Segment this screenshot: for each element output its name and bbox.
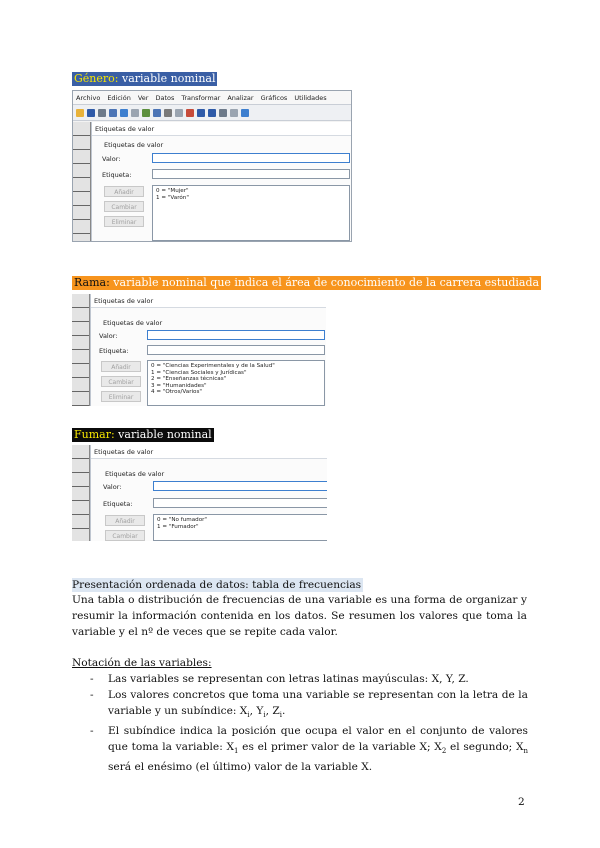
page-number: 2	[518, 796, 525, 808]
spss-screenshot-rama	[72, 294, 326, 406]
dialog-recall-icon[interactable]	[109, 109, 117, 117]
fumar-label	[72, 428, 214, 442]
etiqueta-label: Etiqueta:	[103, 500, 133, 508]
list-item[interactable]: 0 = "Mujer"	[156, 188, 189, 194]
dialog-title: Etiquetas de valor	[92, 122, 352, 136]
etiqueta-label: Etiqueta:	[99, 347, 129, 355]
anadir-button[interactable]: Añadir	[101, 361, 141, 372]
spss-toolbar	[73, 105, 351, 121]
valor-input[interactable]	[153, 481, 327, 491]
etiqueta-input[interactable]	[147, 345, 325, 355]
list-item[interactable]: 1 = "Fumador"	[157, 523, 199, 530]
genero-label	[72, 72, 217, 86]
cambiar-button[interactable]: Cambiar	[104, 201, 144, 212]
list-item[interactable]: 2 = "Enseñanzas técnicas"	[151, 376, 227, 382]
valor-label: Valor:	[99, 332, 118, 340]
insert-variable-icon[interactable]	[197, 109, 205, 117]
list-item[interactable]: 0 = "Ciencias Experimentales y de la Salud"	[151, 363, 275, 369]
spss-screenshot-fumar	[72, 445, 327, 541]
etiqueta-input[interactable]	[152, 169, 350, 179]
value-labels-dialog	[91, 122, 352, 242]
notation-heading: Notación de las variables:	[72, 657, 212, 669]
insert-cases-icon[interactable]	[186, 109, 194, 117]
valor-label: Valor:	[103, 483, 122, 491]
print-icon[interactable]	[98, 109, 106, 117]
cambiar-button[interactable]: Cambiar	[105, 530, 145, 541]
data-grid-rows	[73, 122, 91, 242]
menu-ver[interactable]: Ver	[137, 93, 149, 102]
select-cases-icon[interactable]	[230, 109, 238, 117]
valor-label: Valor:	[102, 155, 121, 163]
dialog-title: Etiquetas de valor	[91, 294, 326, 308]
redo-icon[interactable]	[131, 109, 139, 117]
data-grid-rows	[72, 445, 90, 541]
goto-variable-icon[interactable]	[153, 109, 161, 117]
fumar-keyword: Fumar:	[74, 428, 115, 441]
value-labels-list[interactable]	[152, 185, 350, 241]
group-title: Etiquetas de valor	[104, 141, 164, 149]
data-grid-rows	[72, 294, 90, 406]
list-item[interactable]: 3 = "Humanidades"	[151, 382, 207, 389]
eliminar-button[interactable]: Eliminar	[104, 216, 144, 227]
rama-label	[72, 276, 541, 290]
open-folder-icon[interactable]	[76, 109, 84, 117]
etiqueta-input[interactable]	[153, 498, 327, 508]
anadir-button[interactable]: Añadir	[104, 186, 144, 197]
group-title: Etiquetas de valor	[103, 319, 163, 327]
value-labels-list[interactable]	[153, 514, 327, 541]
spss-screenshot-genero	[72, 90, 352, 242]
list-item[interactable]: 1 = "Varón"	[156, 194, 189, 201]
frequency-heading-text: Presentación ordenada de datos: tabla de frecuencias	[72, 579, 362, 591]
value-labels-dialog	[90, 445, 327, 541]
menu-transformar[interactable]: Transformar	[181, 93, 221, 102]
save-icon[interactable]	[87, 109, 95, 117]
valor-input[interactable]	[152, 153, 350, 163]
list-item[interactable]: 0 = "No fumador"	[157, 517, 207, 523]
anadir-button[interactable]: Añadir	[105, 515, 145, 526]
cambiar-button[interactable]: Cambiar	[101, 376, 141, 387]
dialog-title: Etiquetas de valor	[91, 445, 327, 459]
find-icon[interactable]	[175, 109, 183, 117]
list-item: - Las variables se representan con letras latinas mayúsculas: X, Y, Z.	[90, 671, 528, 687]
menu-archivo[interactable]: Archivo	[76, 93, 101, 102]
value-labels-list[interactable]	[147, 360, 325, 406]
undo-icon[interactable]	[120, 109, 128, 117]
list-item: - El subíndice indica la posición que ocupa el valor en el conjunto de valores que toma la variable: $X_1$ es el primer valor de la variable X; $X_2$ el segundo; $X_n$ será el enésimo (el último) valor de la variable X.	[90, 723, 528, 775]
spss-menubar	[73, 91, 351, 105]
menu-utilidades[interactable]: Utilidades	[294, 93, 327, 102]
variables-icon[interactable]	[164, 109, 172, 117]
notation-list	[90, 671, 528, 775]
menu-graficos[interactable]: Gráficos	[260, 93, 288, 102]
eliminar-button[interactable]: Eliminar	[101, 391, 141, 402]
frequency-heading	[72, 578, 363, 592]
rama-description: variable nominal que indica el área de conocimiento de la carrera estudiada	[113, 276, 540, 289]
split-file-icon[interactable]	[208, 109, 216, 117]
value-labels-icon[interactable]	[241, 109, 249, 117]
list-item[interactable]: 4 = "Otros/Varios"	[151, 389, 202, 395]
list-item: - Los valores concretos que toma una variable se representan con la letra de la variable y un subíndice: $X_i$, $Y_i$, $Z_i$.	[90, 687, 528, 723]
menu-datos[interactable]: Datos	[155, 93, 175, 102]
group-title: Etiquetas de valor	[105, 470, 165, 478]
menu-edicion[interactable]: Edición	[107, 93, 131, 102]
etiqueta-label: Etiqueta:	[102, 171, 132, 179]
weight-cases-icon[interactable]	[219, 109, 227, 117]
menu-analizar[interactable]: Analizar	[227, 93, 254, 102]
value-labels-dialog	[90, 294, 326, 406]
rama-keyword: Rama:	[74, 276, 110, 289]
fumar-description: variable nominal	[118, 428, 212, 441]
valor-input[interactable]	[147, 330, 325, 340]
genero-description: variable nominal	[121, 72, 216, 85]
goto-case-icon[interactable]	[142, 109, 150, 117]
genero-keyword: Género:	[74, 72, 119, 85]
frequency-paragraph: Una tabla o distribución de frecuencias de una variable es una forma de organizar y resumir la información contenida en los datos. Se resumen los valores que toma la variable y el nº de veces que se repite cada valor.	[72, 594, 527, 638]
list-item[interactable]: 1 = "Ciencias Sociales y Jurídicas"	[151, 369, 247, 376]
